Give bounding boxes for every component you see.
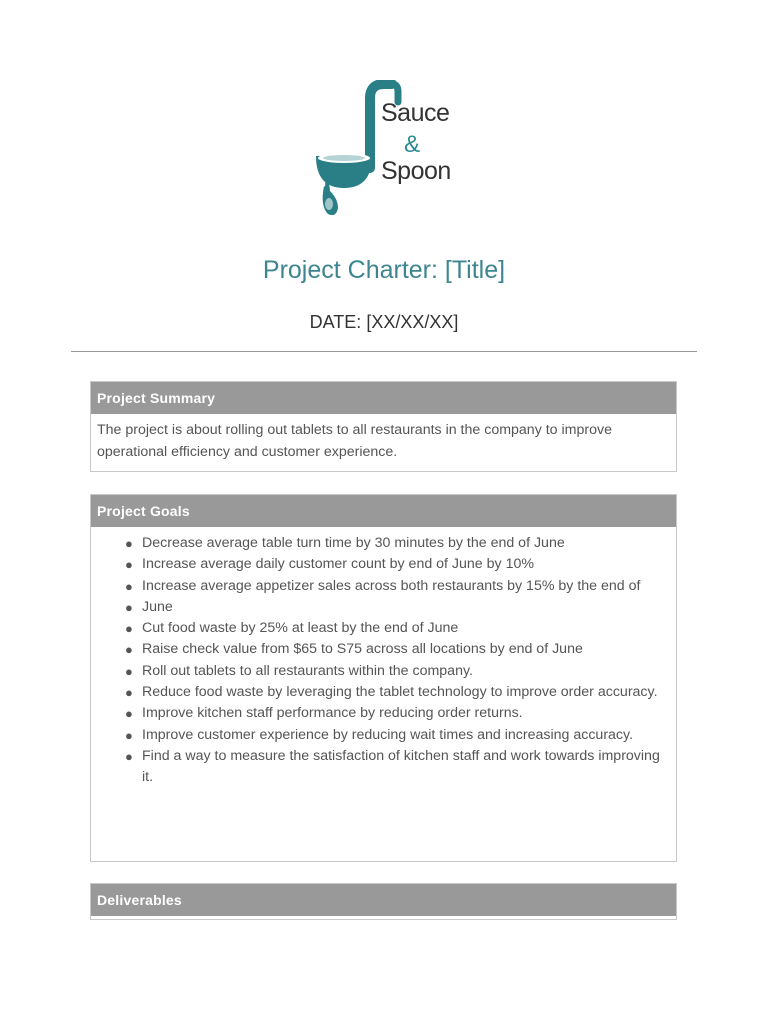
bullet-icon: ●	[125, 536, 133, 551]
list-item	[97, 639, 670, 660]
bullet-icon: ●	[125, 663, 133, 679]
list-item	[97, 682, 670, 703]
bullet-icon: ●	[125, 557, 133, 573]
bullet-icon: ●	[125, 621, 133, 637]
deliverables-section	[90, 883, 677, 920]
goal-text: Cut food waste by 25% at least by the end of June	[142, 620, 459, 637]
bullet-icon: ●	[125, 706, 133, 722]
project-goals-heading: Project Goals	[91, 495, 676, 527]
logo-text-sauce: Sauce	[381, 99, 450, 127]
deliverables-heading: Deliverables	[91, 884, 676, 916]
list-item	[97, 703, 670, 724]
goal-text: Roll out tablets to all restaurants within the company.	[142, 662, 473, 679]
list-item	[97, 746, 670, 789]
bullet-icon: ●	[125, 578, 133, 594]
goal-text: Improve customer experience by reducing wait times and increasing accuracy.	[142, 726, 634, 743]
list-item	[97, 618, 670, 639]
list-item	[97, 661, 670, 682]
list-item	[97, 597, 670, 618]
goal-text: Reduce food waste by leveraging the tablet technology to improve order accuracy.	[142, 684, 658, 701]
bullet-icon: ●	[125, 685, 133, 701]
goal-text: Increase average appetizer sales across both restaurants by 15% by the end of	[142, 577, 641, 594]
goal-text: Find a way to measure the satisfaction of kitchen staff and work towards improving it.	[142, 747, 660, 786]
list-item	[97, 576, 670, 597]
project-summary-text: The project is about rolling out tablets to all restaurants in the company to improve operational efficiency and customer experience.	[97, 422, 612, 460]
list-item	[97, 554, 670, 575]
project-goals-body	[91, 527, 676, 795]
project-summary-section	[90, 381, 677, 472]
project-summary-heading: Project Summary	[91, 382, 676, 414]
goal-text: Raise check value from $65 to S75 across all locations by end of June	[142, 641, 583, 658]
date-line: DATE: [XX/XX/XX]	[309, 312, 459, 332]
bullet-icon: ●	[125, 642, 133, 658]
goal-text: Increase average daily customer count by end of June by 10%	[142, 556, 534, 573]
bullet-icon: ●	[125, 727, 133, 743]
bullet-icon: ●	[125, 748, 133, 764]
project-goals-section	[90, 494, 677, 862]
goal-text: June	[142, 598, 173, 615]
bullet-icon: ●	[125, 599, 133, 615]
goal-text: Improve kitchen staff performance by reducing order returns.	[142, 705, 523, 722]
logo-text-spoon: Spoon	[381, 157, 451, 185]
list-item	[97, 725, 670, 746]
logo-text-ampersand: &	[404, 131, 420, 158]
goals-list	[97, 533, 670, 789]
page-title: Project Charter: [Title]	[262, 256, 506, 284]
list-item	[97, 533, 670, 554]
goal-text: Decrease average table turn time by 30 minutes by the end of June	[142, 535, 565, 551]
divider	[71, 351, 697, 352]
